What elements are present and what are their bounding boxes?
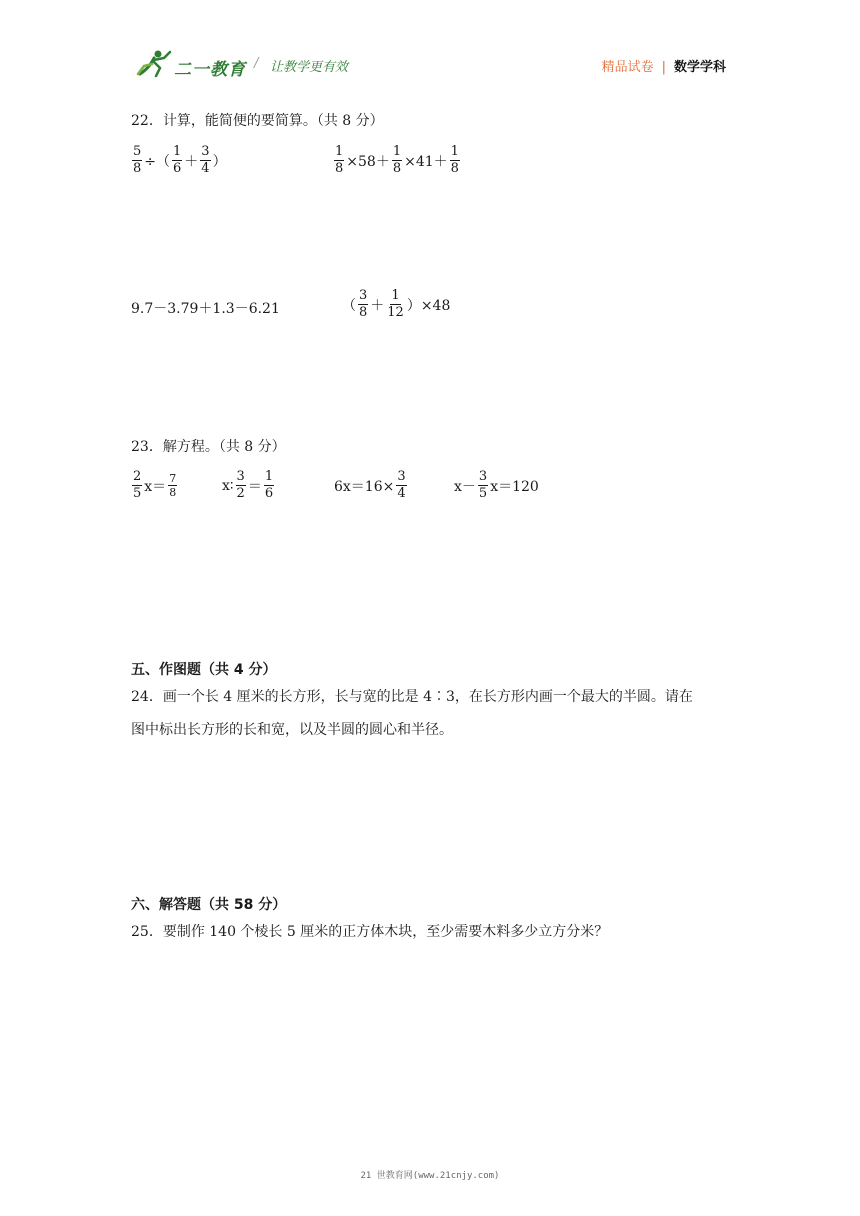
q23-expr-2: x∶ $\frac{3}{2}$ ＝ $\frac{1}{6}$: [222, 469, 274, 501]
fraction: $\frac{2}{5}$: [133, 469, 142, 501]
q23-expr-1: $\frac{2}{5}$ x＝ $\frac{7}{8}$: [133, 469, 177, 501]
header-separator: |: [661, 60, 666, 75]
fraction: $\frac{3}{8}$: [359, 288, 368, 320]
header-label-subject: 数学学科: [673, 60, 726, 75]
q22-expr-3: 9.7－3.79＋1.3－6.21: [131, 301, 280, 317]
logo-text: 二一教育: [174, 60, 246, 80]
header: [134, 46, 726, 82]
fraction: $\frac{3}{2}$: [236, 469, 245, 501]
header-right: [602, 56, 726, 75]
q23-expr-3: 6x＝16× $\frac{3}{4}$: [334, 469, 406, 501]
q25-text: 25．要制作 140 个棱长 5 厘米的正方体木块，至少需要木料多少立方分米？: [131, 924, 609, 940]
logo-runner-icon: [136, 48, 176, 78]
q22-expr-1: $\frac{5}{8}$ ÷（ $\frac{1}{6}$ ＋ $\frac{3}{4}$ ）: [133, 144, 227, 176]
q23-expr-4: x－ $\frac{3}{5}$ x＝120: [454, 469, 539, 501]
fraction: $\frac{1}{6}$: [173, 144, 182, 176]
q22-expr-2: $\frac{1}{8}$ ×58＋ $\frac{1}{8}$ ×41＋ $\frac{1}{8}$: [335, 144, 459, 176]
logo-divider: /: [254, 56, 259, 71]
slogan: 让教学更有效: [270, 60, 349, 75]
footer: 21 世教育网(www.21cnjy.com): [360, 1171, 500, 1181]
fraction: $\frac{7}{8}$: [169, 472, 177, 499]
q23-title: 23．解方程。（共 8 分）: [131, 439, 286, 455]
fraction: $\frac{3}{4}$: [201, 144, 210, 176]
q22-expr-4: （ $\frac{3}{8}$ ＋ $\frac{1}{12}$ ）×48: [342, 288, 451, 320]
fraction: $\frac{5}{8}$: [133, 144, 142, 176]
fraction: $\frac{1}{12}$: [387, 288, 404, 320]
section-5-title: 五、作图题（共 4 分）: [131, 662, 277, 678]
fraction: $\frac{1}{8}$: [392, 144, 402, 176]
fraction: $\frac{3}{5}$: [478, 469, 488, 501]
section-6-title: 六、解答题（共 58 分）: [131, 897, 287, 913]
q24-line-1: 24．画一个长 4 厘米的长方形，长与宽的比是 4∶3，在长方形内画一个最大的半圆。请在: [131, 689, 693, 705]
fraction: $\frac{1}{8}$: [450, 144, 459, 176]
fraction: $\frac{1}{6}$: [264, 469, 274, 501]
header-label-quality: 精品试卷: [601, 60, 654, 75]
fraction: $\frac{3}{4}$: [397, 469, 406, 501]
fraction: $\frac{1}{8}$: [335, 144, 344, 176]
q24-line-2: 图中标出长方形的长和宽，以及半圆的圆心和半径。: [131, 722, 453, 738]
q22-title: 22．计算，能简便的要简算。（共 8 分）: [131, 113, 384, 129]
